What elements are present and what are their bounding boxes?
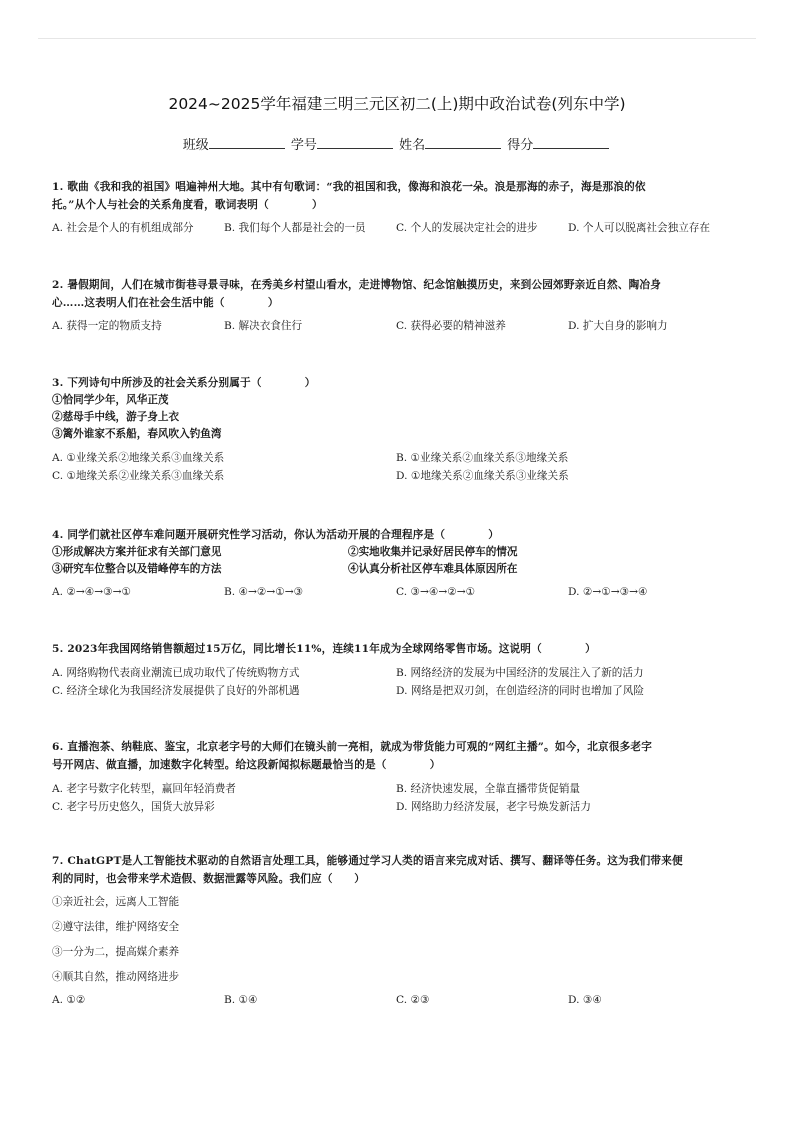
option-a[interactable]: A. ①业缘关系②地缘关系③血缘关系 [52, 452, 225, 464]
number-blank[interactable] [317, 136, 393, 149]
class-label: 班级 [182, 138, 209, 153]
question-2-stem-line-1: 2. 暑假期间，人们在城市街巷寻景寻味，在秀美乡村望山看水，走进博物馆、纪念馆触摸历史，来到公园郊野亲近自然、陶冶身 [52, 279, 661, 291]
question-3-item-2: ②慈母手中线，游子身上衣 [52, 411, 180, 423]
option-b[interactable]: B. 网络经济的发展为中国经济的发展注入了新的活力 [396, 667, 644, 679]
question-4-item-1: ①形成解决方案并征求有关部门意见 [52, 546, 222, 558]
question-1-options [52, 220, 744, 237]
question-4-items-row-1 [52, 544, 744, 561]
option-a[interactable]: A. 获得一定的物质支持 [52, 320, 162, 332]
option-c[interactable]: C. ③→④→②→① [396, 586, 476, 598]
option-c[interactable]: C. 经济全球化为我国经济发展提供了良好的外部机遇 [52, 685, 300, 697]
option-c[interactable]: C. 个人的发展决定社会的进步 [396, 222, 538, 234]
question-7-stem-line-2: 利的同时，也会带来学术造假、数据泄露等风险。我们应（ ） [52, 873, 366, 885]
option-b[interactable]: B. ④→②→①→③ [224, 586, 304, 598]
option-b[interactable]: B. 我们每个人都是社会的一员 [224, 222, 366, 234]
question-3-item-3: ③篱外谁家不系船，春风吹入钓鱼湾 [52, 428, 222, 440]
option-d[interactable]: D. 网络助力经济发展，老字号焕发新活力 [396, 801, 591, 813]
option-d[interactable]: D. 个人可以脱离社会独立存在 [568, 222, 710, 234]
name-label: 姓名 [399, 138, 426, 153]
question-7-item-3: ③一分为二，提高媒介素养 [52, 946, 180, 958]
option-b[interactable]: B. ①业缘关系②血缘关系③地缘关系 [396, 452, 569, 464]
number-label: 学号 [290, 138, 317, 153]
question-4-item-4: ④认真分析社区停车难具体原因所在 [348, 563, 518, 575]
question-7-options [52, 992, 744, 1009]
question-7-item-1: ①亲近社会，远离人工智能 [52, 896, 180, 908]
question-4-stem: 4. 同学们就社区停车难问题开展研究性学习活动，你认为活动开展的合理程序是（ ） [52, 529, 500, 541]
option-b[interactable]: B. ①④ [224, 994, 258, 1006]
question-2-stem-line-2: 心……这表明人们在社会生活中能（ ） [52, 297, 279, 309]
option-c[interactable]: C. 老字号历史悠久，国货大放异彩 [52, 801, 215, 813]
question-6-stem-line-1: 6. 直播泡茶、纳鞋底、鉴宝，北京老字号的大师们在镜头前一亮相，就成为带货能力可观的“网红主播”。如今，北京很多老字 [52, 741, 652, 753]
score-blank[interactable] [533, 136, 609, 149]
exam-title: 2024~2025学年福建三明三元区初二(上)期中政治试卷(列东中学) [168, 95, 626, 113]
question-3-item-1: ①恰同学少年，风华正茂 [52, 394, 169, 406]
question-7-item-4: ④顺其自然，推动网络进步 [52, 971, 180, 983]
question-5-stem: 5. 2023年我国网络销售额超过15万亿，同比增长11%，连续11年成为全球网络零售市场。这说明（ ） [52, 643, 596, 655]
option-d[interactable]: D. ②→①→③→④ [568, 586, 648, 598]
question-7 [52, 852, 744, 1009]
option-a[interactable]: A. 老字号数字化转型，赢回年轻消费者 [52, 783, 236, 795]
question-1 [52, 178, 744, 237]
question-6-options [52, 780, 744, 816]
question-5 [52, 640, 744, 700]
option-c[interactable]: C. 获得必要的精神滋养 [396, 320, 506, 332]
option-d[interactable]: D. 扩大自身的影响力 [568, 320, 668, 332]
question-5-options [52, 664, 744, 700]
option-a[interactable]: A. 网络购物代表商业潮流已成功取代了传统购物方式 [52, 667, 300, 679]
option-d[interactable]: D. ①地缘关系②血缘关系③业缘关系 [396, 470, 569, 482]
question-4 [52, 526, 744, 601]
option-b[interactable]: B. 解决衣食住行 [224, 320, 303, 332]
question-4-items-row-2 [52, 561, 744, 578]
question-6 [52, 738, 744, 816]
option-c[interactable]: C. ②③ [396, 994, 430, 1006]
question-1-stem-line-2: 托。”从个人与社会的关系角度看，歌词表明（ ） [52, 199, 323, 211]
header-divider [38, 38, 756, 39]
question-6-stem-line-2: 号开网店、做直播，加速数字化转型。给这段新闻拟标题最恰当的是（ ） [52, 759, 441, 771]
student-info-line [0, 134, 794, 153]
name-blank[interactable] [425, 136, 501, 149]
question-1-stem-line-1: 1. 歌曲《我和我的祖国》唱遍神州大地。其中有句歌词：“我的祖国和我，像海和浪花一朵。浪是那海的赤子，海是那浪的依 [52, 181, 646, 193]
option-a[interactable]: A. 社会是个人的有机组成部分 [52, 222, 194, 234]
question-3-options [52, 449, 744, 485]
question-4-item-3: ③研究车位整合以及错峰停车的方法 [52, 563, 222, 575]
score-label: 得分 [507, 138, 534, 153]
question-2-options [52, 318, 744, 335]
question-4-item-2: ②实地收集并记录好居民停车的情况 [348, 546, 518, 558]
option-d[interactable]: D. 网络是把双刃剑，在创造经济的同时也增加了风险 [396, 685, 644, 697]
option-c[interactable]: C. ①地缘关系②业缘关系③血缘关系 [52, 470, 225, 482]
option-b[interactable]: B. 经济快速发展，全靠直播带货促销量 [396, 783, 581, 795]
option-a[interactable]: A. ①② [52, 994, 86, 1006]
option-d[interactable]: D. ③④ [568, 994, 602, 1006]
class-blank[interactable] [209, 136, 285, 149]
question-2 [52, 276, 744, 335]
question-3 [52, 374, 744, 485]
question-7-stem-line-1: 7. ChatGPT是人工智能技术驱动的自然语言处理工具，能够通过学习人类的语言来完成对话、撰写、翻译等任务。这为我们带来便 [52, 855, 683, 867]
question-3-stem: 3. 下列诗句中所涉及的社会关系分别属于（ ） [52, 377, 316, 389]
question-7-item-2: ②遵守法律，维护网络安全 [52, 921, 180, 933]
option-a[interactable]: A. ②→④→③→① [52, 586, 132, 598]
question-4-options [52, 584, 744, 601]
